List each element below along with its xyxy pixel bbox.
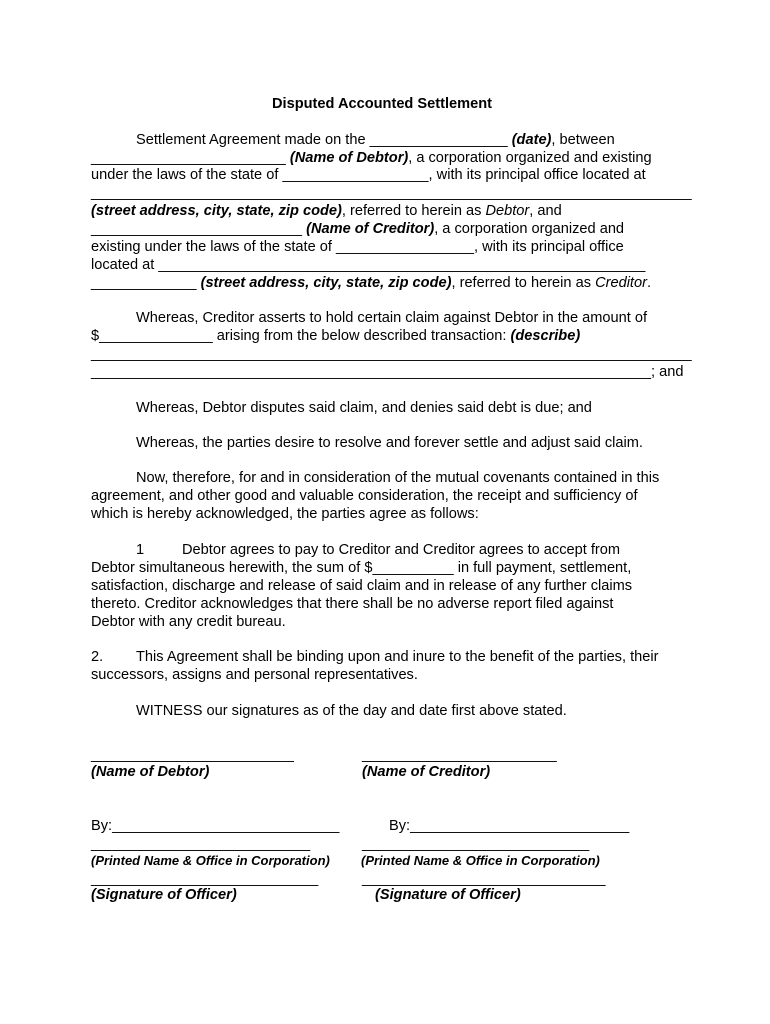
whereas2: Whereas, Debtor disputes said claim, and denies said debt is due; and bbox=[136, 400, 592, 416]
clause1-line-1: Debtor agrees to pay to Creditor and Creditor agrees to accept from bbox=[182, 542, 621, 558]
now-therefore-line-3: which is hereby acknowledged, the parties agree as follows: bbox=[91, 506, 479, 522]
opening-line-7: existing under the laws of the state of _________________, with its principal office bbox=[91, 239, 624, 255]
opening-line-3: under the laws of the state of __________________, with its principal office located at bbox=[91, 167, 646, 183]
clause1-line-4: thereto. Creditor acknowledges that there shall be no adverse report filed against bbox=[91, 596, 614, 612]
opening-line-2: ________________________ (Name of Debtor), a corporation organized and existing bbox=[91, 150, 652, 166]
witness-statement: WITNESS our signatures as of the day and date first above stated. bbox=[136, 703, 567, 719]
whereas3: Whereas, the parties desire to resolve and forever settle and adjust said claim. bbox=[136, 435, 643, 451]
debtor-officer-signature-line[interactable]: ____________________________ bbox=[91, 871, 319, 887]
clause2-number: 2. bbox=[91, 649, 104, 665]
debtor-signature-line[interactable]: _________________________ bbox=[91, 747, 294, 763]
creditor-officer-caption: (Signature of Officer) bbox=[375, 887, 521, 903]
creditor-officer-signature-line[interactable]: ______________________________ bbox=[362, 871, 606, 887]
now-therefore-line-2: agreement, and other good and valuable consideration, the receipt and sufficiency of bbox=[91, 488, 638, 504]
whereas1-line-2: $______________ arising from the below described transaction: (describe) bbox=[91, 328, 581, 344]
opening-line-4: __________________________________________________________________________ bbox=[91, 185, 692, 201]
debtor-name-label: (Name of Debtor) bbox=[289, 150, 409, 166]
opening-line-9: _____________ (street address, city, state, zip code), referred to herein as Creditor. bbox=[91, 275, 652, 291]
opening-line-6: __________________________ (Name of Creditor), a corporation organized and bbox=[91, 221, 625, 237]
whereas1-line-3: __________________________________________________________________________ bbox=[91, 346, 692, 362]
opening-line-1: Settlement Agreement made on the _________________ (date), between bbox=[136, 132, 615, 148]
debtor-printed-name-line[interactable]: ___________________________ bbox=[91, 836, 311, 852]
creditor-address-label: (street address, city, state, zip code) bbox=[200, 275, 452, 291]
whereas1-line-1: Whereas, Creditor asserts to hold certain claim against Debtor in the amount of bbox=[136, 310, 648, 326]
now-therefore-line-1: Now, therefore, for and in consideration of the mutual covenants contained in this bbox=[136, 470, 660, 486]
creditor-name-label: (Name of Creditor) bbox=[306, 221, 435, 237]
creditor-printed-name-caption: (Printed Name & Office in Corporation) bbox=[361, 853, 600, 868]
debtor-printed-name-caption: (Printed Name & Office in Corporation) bbox=[91, 853, 330, 868]
creditor-by-line[interactable]: By:___________________________ bbox=[389, 818, 630, 834]
whereas1-line-4: _____________________________________________________________________; and bbox=[91, 364, 684, 380]
clause2-line-1: This Agreement shall be binding upon and inure to the benefit of the parties, their bbox=[136, 649, 659, 665]
debtor-officer-caption: (Signature of Officer) bbox=[91, 887, 237, 903]
clause2-line-2: successors, assigns and personal representatives. bbox=[91, 667, 418, 683]
debtor-by-line[interactable]: By:____________________________ bbox=[91, 818, 340, 834]
debtor-address-label: (street address, city, state, zip code) bbox=[91, 203, 342, 219]
creditor-printed-name-line[interactable]: ____________________________ bbox=[362, 836, 590, 852]
debtor-name-caption: (Name of Debtor) bbox=[91, 764, 210, 780]
opening-line-8: located at ____________________________________________________________ bbox=[91, 257, 646, 273]
clause1-line-5: Debtor with any credit bureau. bbox=[91, 614, 286, 630]
describe-label: (describe) bbox=[510, 328, 581, 344]
date-label: (date) bbox=[511, 132, 552, 148]
clause1-line-2: Debtor simultaneous herewith, the sum of $__________ in full payment, settlement, bbox=[91, 560, 632, 576]
clause1-number: 1 bbox=[136, 542, 145, 558]
document-title: Disputed Accounted Settlement bbox=[272, 96, 493, 112]
creditor-signature-line[interactable]: ________________________ bbox=[362, 747, 557, 763]
clause1-line-3: satisfaction, discharge and release of said claim and in release of any further claims bbox=[91, 578, 633, 594]
opening-line-5: (street address, city, state, zip code), referred to herein as Debtor, and bbox=[91, 203, 562, 219]
creditor-name-caption: (Name of Creditor) bbox=[362, 764, 491, 780]
